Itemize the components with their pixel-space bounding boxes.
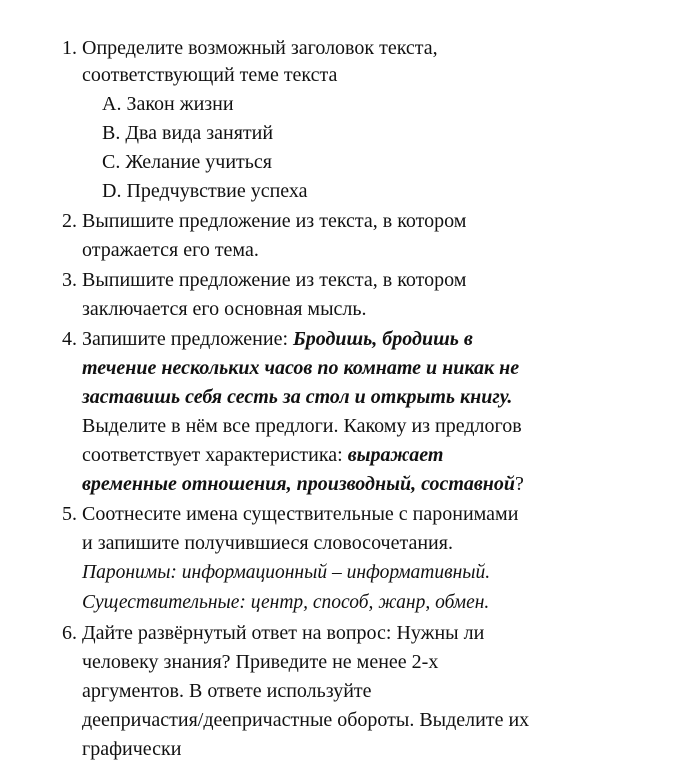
- option-a-letter: A.: [102, 93, 122, 115]
- question-2-text: Выпишите предложение из текста, в котором: [82, 210, 467, 232]
- question-4-instruction-1: Выделите в нём все предлоги. Какому из предлогов: [82, 415, 522, 437]
- option-c-text: Желание учиться: [125, 151, 272, 173]
- question-3-line-2: заключается его основная мысль.: [82, 298, 367, 320]
- option-d-text: Предчувствие успеха: [126, 180, 308, 202]
- question-1-line-2: соответствующий теме текста: [82, 64, 338, 86]
- question-4-quote-2: течение нескольких часов по комнате и никак не: [82, 357, 520, 379]
- question-2-number: 2.: [62, 210, 77, 232]
- option-c-letter: C.: [102, 151, 121, 173]
- question-3-number: 3.: [62, 269, 77, 291]
- question-5-paronyms: Паронимы: информационный – информативный.: [82, 562, 491, 583]
- question-6-line-5: графически: [82, 738, 182, 760]
- question-3-text: Выпишите предложение из текста, в котором: [82, 269, 467, 291]
- option-b-text: Два вида занятий: [125, 122, 274, 144]
- question-4-number: 4.: [62, 328, 77, 350]
- question-6-line-1: [62, 619, 484, 647]
- question-1-number: 1.: [62, 37, 77, 59]
- question-4-end-mark: ?: [515, 473, 524, 495]
- option-b-letter: B.: [102, 122, 121, 144]
- question-4-instruction-2: [82, 441, 443, 469]
- question-5-line-1: [62, 500, 518, 528]
- question-4-quote-3: заставишь себя сесть за стол и открыть книгу.: [82, 386, 513, 408]
- question-2-line-2: отражается его тема.: [82, 239, 259, 261]
- question-6-line-4: деепричастия/деепричастные обороты. Выделите их: [82, 709, 530, 731]
- question-5-nouns: Существительные: центр, способ, жанр, обмен.: [82, 592, 490, 613]
- option-b: [102, 119, 273, 147]
- option-a: [102, 90, 234, 118]
- question-3-line-1: [62, 266, 466, 294]
- question-4-characteristic-1: выражает: [347, 444, 444, 466]
- question-4-characteristic-2: временные отношения, производный, составной: [82, 473, 516, 495]
- question-2-line-1: [62, 207, 466, 235]
- question-5-text: Соотнесите имена существительные с паронимами: [82, 503, 519, 525]
- question-6-line-2: человеку знания? Приведите не менее 2-х: [82, 651, 439, 673]
- question-1-line-1: [62, 34, 438, 62]
- question-4-intro: Запишите предложение:: [82, 328, 289, 350]
- question-5-number: 5.: [62, 503, 77, 525]
- question-4-line-1: [62, 325, 473, 353]
- question-4-instruction-2-text: соответствует характеристика:: [82, 444, 343, 466]
- question-4-characteristic-line: [82, 470, 524, 498]
- option-c: [102, 148, 272, 176]
- option-d: [102, 177, 308, 205]
- question-4-quote-1: Бродишь, бродишь в: [293, 328, 473, 350]
- option-a-text: Закон жизни: [126, 93, 234, 115]
- question-1-text: Определите возможный заголовок текста,: [82, 37, 438, 59]
- question-6-number: 6.: [62, 622, 77, 644]
- question-5-line-2: и запишите получившиеся словосочетания.: [82, 532, 453, 554]
- option-d-letter: D.: [102, 180, 122, 202]
- question-6-text: Дайте развёрнутый ответ на вопрос: Нужны ли: [82, 622, 485, 644]
- question-6-line-3: аргументов. В ответе используйте: [82, 680, 372, 702]
